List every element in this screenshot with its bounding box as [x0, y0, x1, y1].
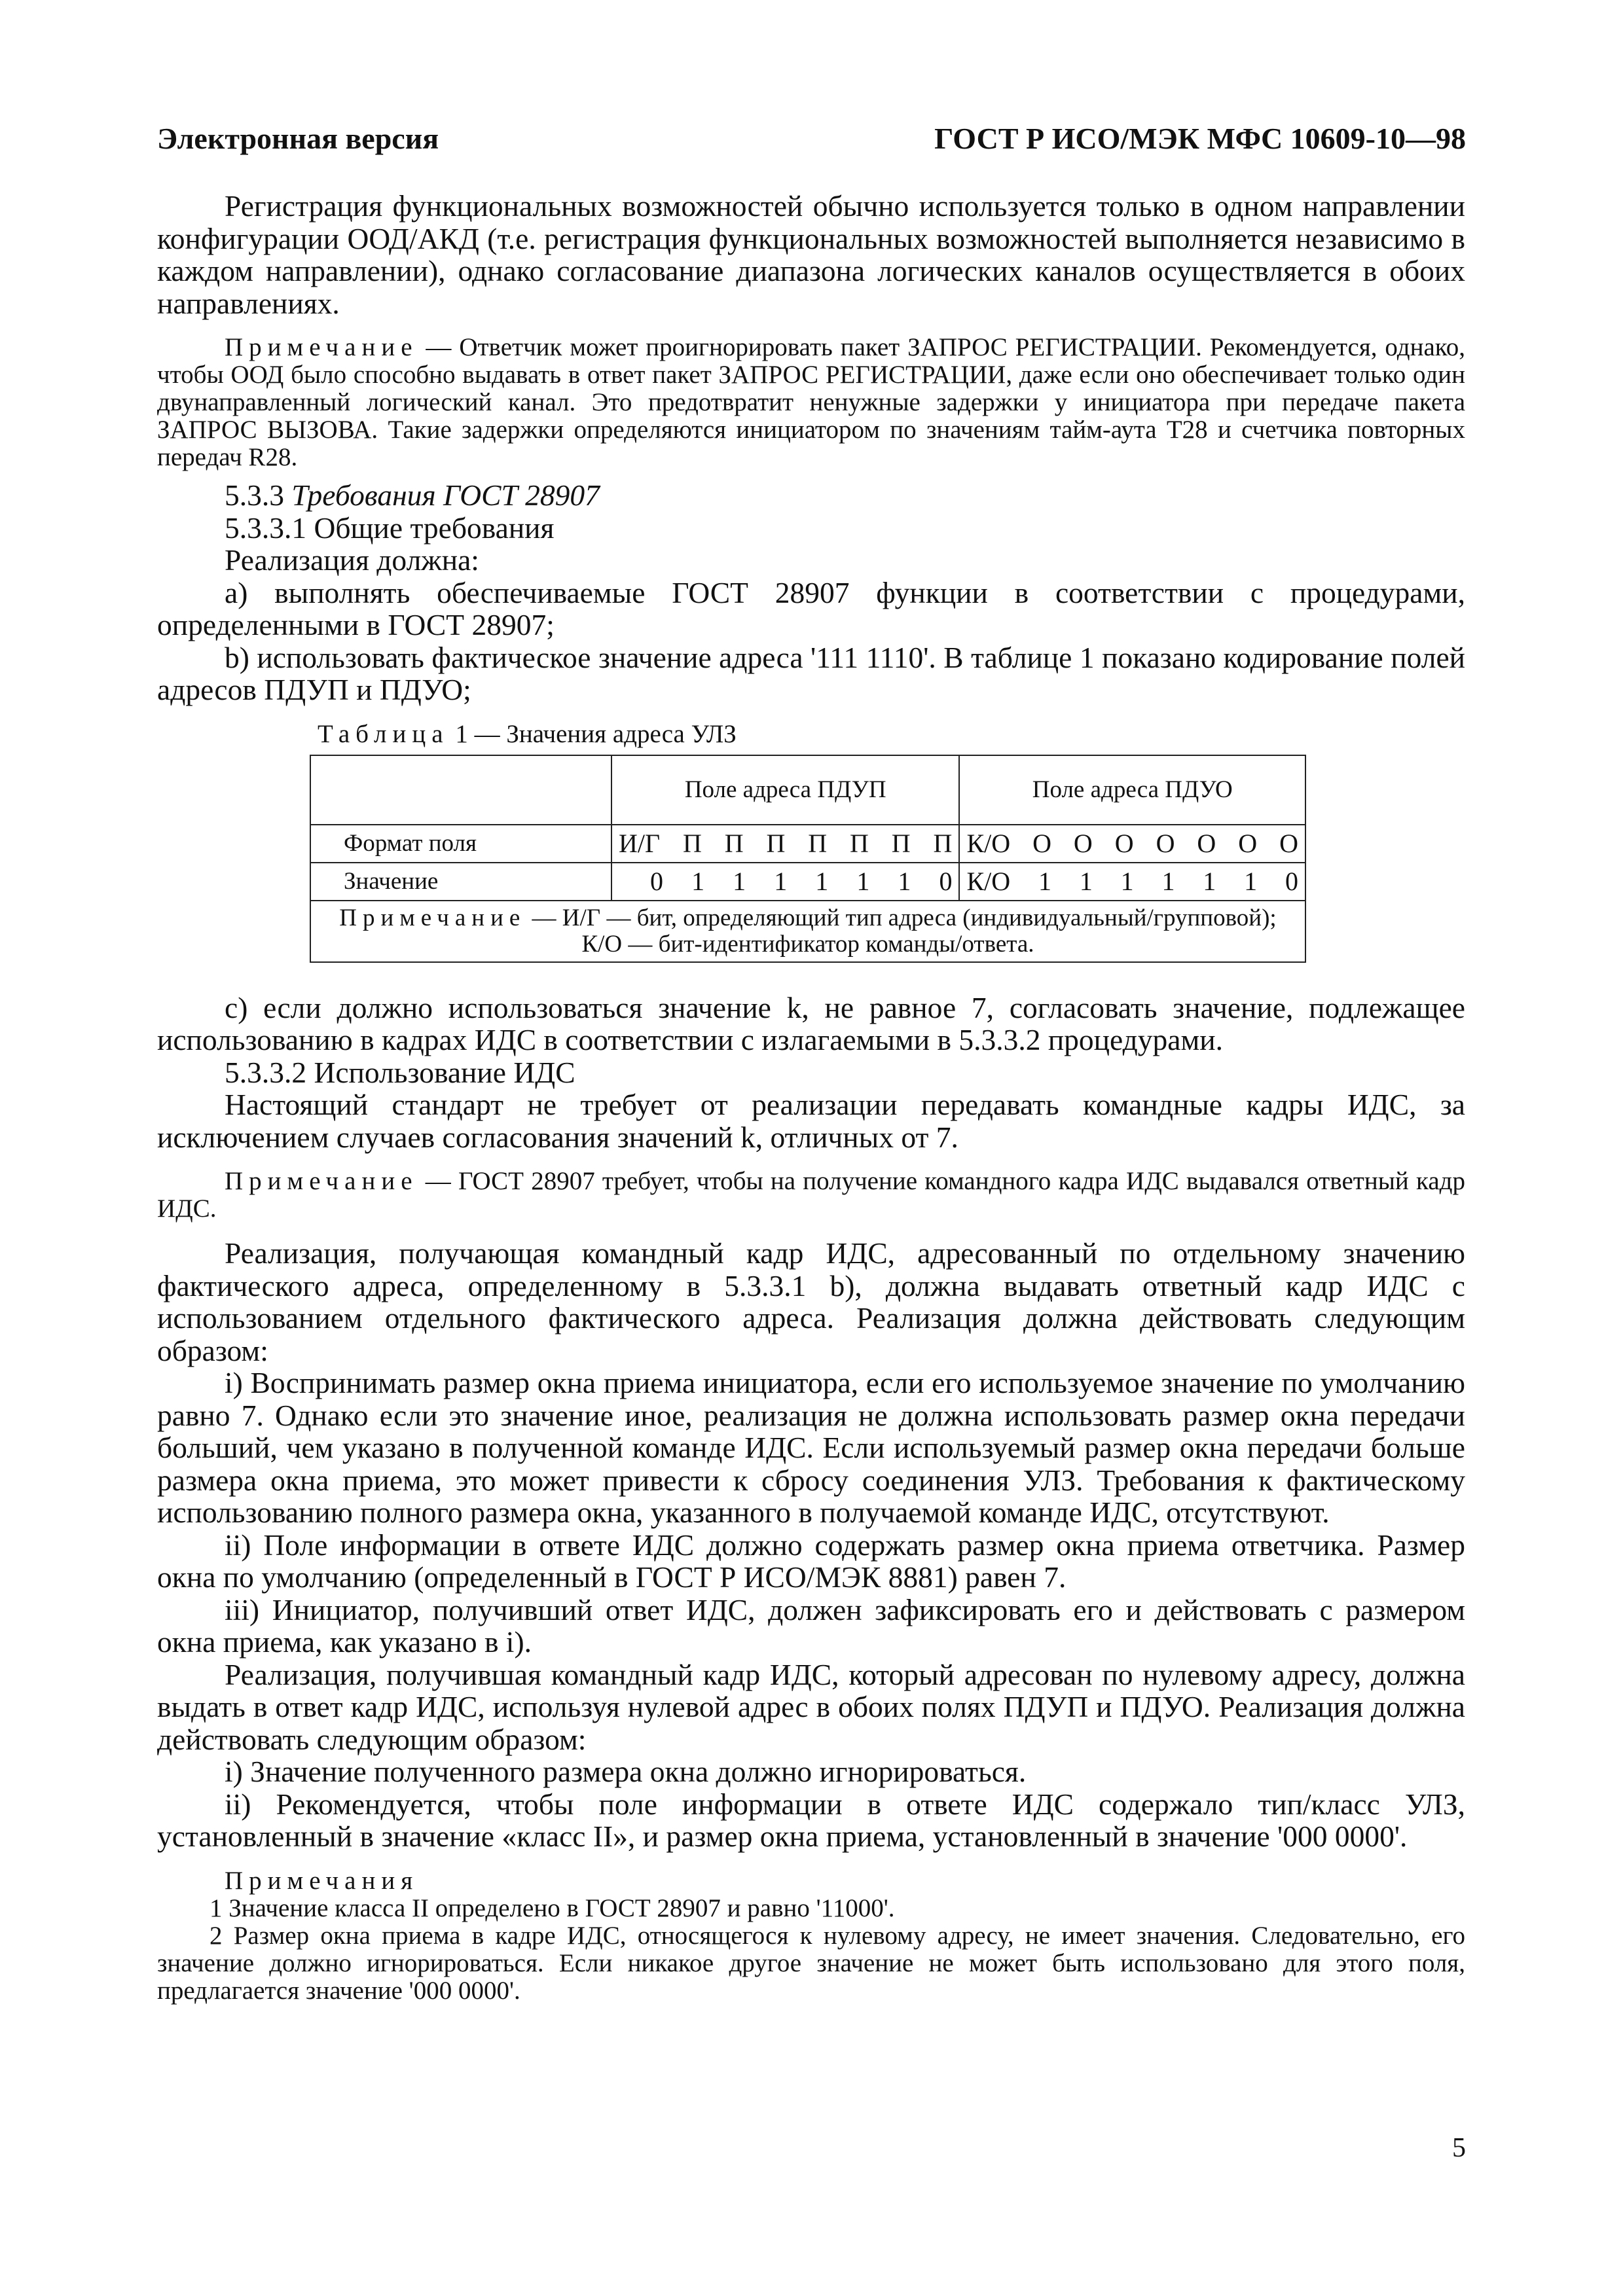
bit-cell: 1	[1203, 867, 1216, 896]
section-title: Требования ГОСТ 28907	[291, 478, 600, 512]
page-number: 5	[1452, 2133, 1466, 2163]
bit-cell: 1	[691, 867, 705, 896]
note-item-1: 1 Значение класса II определено в ГОСТ 28907 и равно '11000'.	[210, 1893, 895, 1922]
bit-cell: О	[1279, 829, 1298, 858]
note-label: Примечание	[225, 1167, 418, 1195]
note-text: — ГОСТ 28907 требует, чтобы на получение командного кадра ИДС выдавался ответный кадр ИДС.	[157, 1167, 1465, 1223]
list-item-i-2: i) Значение полученного размера окна должно игнорироваться.	[225, 1755, 1027, 1788]
list-item-iii-1: iii) Инициатор, получивший ответ ИДС, должен зафиксировать его и действовать с размером окна приема, как указано в i).	[157, 1592, 1465, 1659]
bit-cell: О	[1073, 829, 1093, 858]
table-note-line1: — И/Г — бит, определяющий тип адреса (индивидуальный/групповой);	[526, 904, 1277, 931]
paragraph-registration: Регистрация функциональных возможностей обычно используется только в одном направлении конфигурации ООД/АКД (т.е. регистрация функциональных возможностей выполняется независимо в каждом направлении), однако согласование диапазона логических каналов осуществляется в обоих направлениях.	[157, 189, 1465, 320]
table-row-format	[310, 825, 1305, 863]
bit-cell: 1	[898, 867, 911, 896]
bit-cell: П	[724, 829, 744, 858]
notes-heading: Примечания	[225, 1866, 419, 1895]
list-item-c: c) если должно использоваться значение k, не равное 7, согласовать значение, подлежащее использованию в кадрах ИДС в соответствии с излагаемыми в 5.3.3.2 процедурами.	[157, 990, 1465, 1056]
bit-cell: О	[1114, 829, 1134, 858]
value-pdup-cell	[611, 863, 959, 901]
bit-cell: 1	[1161, 867, 1175, 896]
table-corner-cell	[310, 755, 611, 825]
table-caption	[318, 721, 1465, 748]
bit-cell: 0	[1285, 867, 1298, 896]
format-pduo-cell	[959, 825, 1305, 863]
table-caption-text: 1 — Значения адреса УЛЗ	[448, 719, 737, 748]
section-heading-5-3-3	[157, 479, 1465, 512]
note-item-2: 2 Размер окна приема в кадре ИДС, относящегося к нулевому адресу, не имеет значения. Следовательно, его значение должно игнорироваться. Если никакое другое значение не может быть использовано для этого поля, предлагается значение '000 0000'.	[157, 1921, 1465, 2005]
table-caption-label: Таблица	[318, 719, 449, 748]
row-label-format: Формат поля	[310, 825, 611, 863]
bit-cell: 1	[733, 867, 746, 896]
bit-cell: О	[1032, 829, 1051, 858]
note-text: — Ответчик может проигнорировать пакет ЗАПРОС РЕГИСТРАЦИИ. Рекомендуется, однако, чтобы ООД было способно выдавать в ответ пакет ЗАПРОС РЕГИСТРАЦИИ, даже если оно обеспечивает только один двунаправленный логический канал. Это предотвратит ненужные задержки у инициатора при передаче пакета ЗАПРОС ВЫЗОВА. Такие задержки определяются инициатором по значениям тайм-аута T28 и счетчика повторных передач R28.	[157, 333, 1465, 471]
address-values-table	[310, 755, 1306, 963]
paragraph-impl-must: Реализация должна:	[225, 543, 479, 577]
bit-cell: 1	[856, 867, 870, 896]
bit-cell: П	[849, 829, 869, 858]
table-header-row	[310, 755, 1305, 825]
column-header-pduo: Поле адреса ПДУО	[959, 755, 1305, 825]
list-item-b: b) использовать фактическое значение адреса '111 1110'. В таблице 1 показано кодирование полей адресов ПДУП и ПДУО;	[157, 640, 1465, 706]
bit-cell: О	[1197, 829, 1216, 858]
note-gost-28907	[157, 1168, 1465, 1223]
bit-cell: И/Г	[619, 829, 661, 858]
bit-cell: О	[1238, 829, 1258, 858]
bit-cell: 1	[774, 867, 788, 896]
list-item-a: a) выполнять обеспечиваемые ГОСТ 28907 функции в соответствии с процедурами, определенными в ГОСТ 28907;	[157, 575, 1465, 641]
bit-cell: П	[808, 829, 828, 858]
paragraph-null-address: Реализация, получившая командный кадр ИДС, который адресован по нулевому адресу, должна выдать в ответ кадр ИДС, используя нулевой адрес в обоих полях ПДУП и ПДУО. Реализация должна действовать следующим образом:	[157, 1657, 1465, 1756]
paragraph-standard: Настоящий стандарт не требует от реализации передавать командные кадры ИДС, за исключением случаев согласования значений k, отличных от 7.	[157, 1088, 1465, 1154]
bit-cell: П	[766, 829, 786, 858]
format-pdup-cell	[611, 825, 959, 863]
bit-cell: 1	[815, 867, 829, 896]
list-item-i-1: i) Воспринимать размер окна приема инициатора, если его используемое значение по умолчанию равно 7. Однако если это значение иное, реализация не должна использовать размер окна передачи больший, чем указано в полученной команде ИДС. Если используемый размер окна передачи больше размера окна приема, это может привести к сбросу соединения УЛЗ. Требования к фактическому использованию полного размера окна, указанного в получаемой команде ИДС, отсутствуют.	[157, 1366, 1465, 1529]
paragraph-receiving: Реализация, получающая командный кадр ИДС, адресованный по отдельному значению фактического адреса, определенному в 5.3.3.1 b), должна выдавать ответный кадр ИДС с использованием отдельного фактического адреса. Реализация должна действовать следующим образом:	[157, 1236, 1465, 1367]
bit-cell: К/О	[966, 829, 1011, 858]
table-note-cell	[310, 901, 1305, 962]
note-responder	[157, 334, 1465, 471]
column-header-pdup: Поле адреса ПДУП	[611, 755, 959, 825]
bit-cell: П	[933, 829, 953, 858]
section-heading-5-3-3-1: 5.3.3.1 Общие требования	[225, 511, 555, 545]
table-note-row	[310, 901, 1305, 962]
table-note-label: Примечание	[339, 904, 526, 931]
bit-cell: 1	[1038, 867, 1051, 896]
bit-cell: П	[682, 829, 702, 858]
value-pduo-cell	[959, 863, 1305, 901]
table-note-line2: К/О — бит-идентификатор команды/ответа.	[581, 930, 1034, 958]
bit-cell: П	[891, 829, 911, 858]
running-header-right: ГОСТ Р ИСО/МЭК МФС 10609-10—98	[934, 122, 1466, 155]
bit-cell: 1	[1120, 867, 1134, 896]
row-label-value: Значение	[310, 863, 611, 901]
note-label: Примечание	[225, 333, 418, 361]
running-header-left: Электронная версия	[157, 122, 439, 155]
list-item-ii-2: ii) Рекомендуется, чтобы поле информации в ответе ИДС содержало тип/класс УЛЗ, установленный в значение «класс II», и размер окна приема, установленный в значение '000 0000'.	[157, 1787, 1465, 1853]
page-body	[157, 190, 1465, 2005]
bit-cell: 0	[939, 867, 953, 896]
list-item-ii-1: ii) Поле информации в ответе ИДС должно содержать размер окна приема ответчика. Размер окна по умолчанию (определенный в ГОСТ Р ИСО/МЭК 8881) равен 7.	[157, 1528, 1465, 1594]
bit-cell: К/О	[966, 867, 1011, 896]
section-heading-5-3-3-2: 5.3.3.2 Использование ИДС	[225, 1055, 575, 1089]
bit-cell: 1	[1244, 867, 1258, 896]
bit-cell: 1	[1079, 867, 1093, 896]
section-number: 5.3.3	[225, 478, 292, 512]
table-row-value	[310, 863, 1305, 901]
bit-cell: О	[1156, 829, 1175, 858]
bit-cell: 0	[650, 867, 663, 896]
